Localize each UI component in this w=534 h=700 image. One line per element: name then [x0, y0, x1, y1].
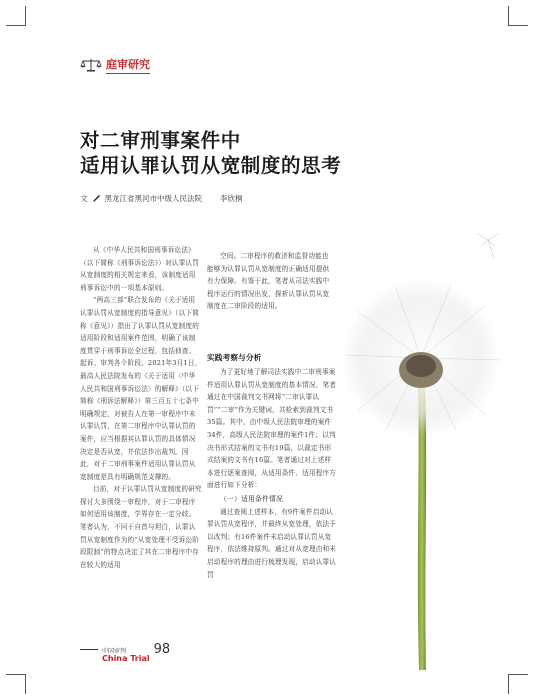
page-footer: [80, 642, 170, 663]
brand-top: 中国审判: [102, 648, 127, 655]
byline-author: 李欣桐: [220, 194, 243, 203]
column-label: 庭审研究: [106, 56, 150, 74]
crop-mark-bottom-right: [508, 674, 528, 694]
title-line-1: 对二审刑事案件中: [80, 129, 241, 152]
paragraph: 空间。二审程序的救济和监督功能也能够为认罪认罚从宽制度的正确适用提供有力保障。有鉴于此，笔者从司法实践中程序运行的情况出发，探析认罪认罚从宽制度在二审阶段的适用。: [207, 252, 330, 311]
left-column: [80, 244, 202, 571]
crop-mark-top-left: [6, 6, 26, 26]
byline-prefix: 文: [80, 194, 88, 203]
title-line-2: 适用认罪认罚从宽制度的思考: [80, 154, 342, 177]
paragraph: 通过查阅上述样本，有9件案件启动认罪认罚从宽程序，并最终从宽处理，依法予以改判；有16件案件未启动认罪认罚从宽程序，依法维持原判。通过对从宽理由和未启动程序的理由进行梳理发现，启动认罪认罚: [207, 507, 337, 579]
crop-mark-bottom-left: [6, 674, 26, 694]
paragraph: 目前，对于认罪认罚从宽制度的研究探讨大多围绕一审程序，对于二审程序如何适用该制度，学界存在一定分歧。笔者认为，不问于自首与坦白，认罪认罚从宽制度作为的“从宽处理不受诉讼阶段限制”的特点决定了其在二审程序中存在较大的适用: [80, 485, 202, 569]
brand-bottom: China Trial: [102, 654, 150, 663]
magazine-brand: [102, 648, 150, 663]
paragraph: 为了更好地了解司法实践中二审刑事案件适用认罪认罚从宽制度的基本情况，笔者通过在中国裁判文书网将“二审认罪认罚”“二审”作为关键词，共检索到裁判文书35篇。其中，由中级人民法院审理的案件34件，高级人民法院审理的案件1件；以判决书形式结案的文书有19篇，以裁定书形式结案的文书有16篇。笔者通过对上述样本进行逐案查阅，从适用条件、适用程序方面进行如下分析：: [207, 368, 337, 490]
right-column: [207, 250, 337, 579]
crop-mark-top-right: [508, 6, 528, 26]
paragraph: 从《中华人民共和国刑事诉讼法》（以下简称《刑事诉讼法》）对认罪认罚从宽制度的相关规定来看，该制度适用刑事诉讼中的一项基本原则。: [80, 246, 199, 292]
pen-icon: [92, 194, 101, 203]
byline: [80, 193, 243, 204]
section-heading: 实践考察与分析: [207, 353, 262, 362]
scales-icon: [80, 58, 102, 72]
article-title: [80, 128, 341, 178]
dandelion-illustration: [336, 230, 511, 670]
paragraph: “两高三部”联合发布的《关于适用认罪认罚从宽制度的指导意见》（以下简称《意见》）指出了认罪认罚从宽制度的适用阶段和适用案件范围，明确了该制度贯穿于刑事诉讼全过程，包括侦查、起诉、审判各个阶段。2021年3月1日，最高人民法院发布的《关于适用〈中华人民共和国刑事诉讼法〉的解释》（以下简称《刑诉法解释》）第三百五十七条中明确规定，对被告人在第一审程序中未认罪认罚，在第二审程序中认罪认罚的案件，应当根据其认罪认罚的具体情况决定是否从宽，并依法作出裁判。因此，对于二审刑事案件适用认罪认罚从宽制度是具有明确规范支撑的。: [80, 296, 202, 481]
byline-court: 黑龙江省黑河市中级人民法院: [104, 194, 202, 203]
column-tag: [80, 56, 150, 74]
footer-rule: [80, 649, 98, 650]
section-practice: [207, 352, 337, 581]
page-number: 98: [153, 642, 171, 657]
subheading: （一）适用条件情况: [220, 494, 283, 503]
